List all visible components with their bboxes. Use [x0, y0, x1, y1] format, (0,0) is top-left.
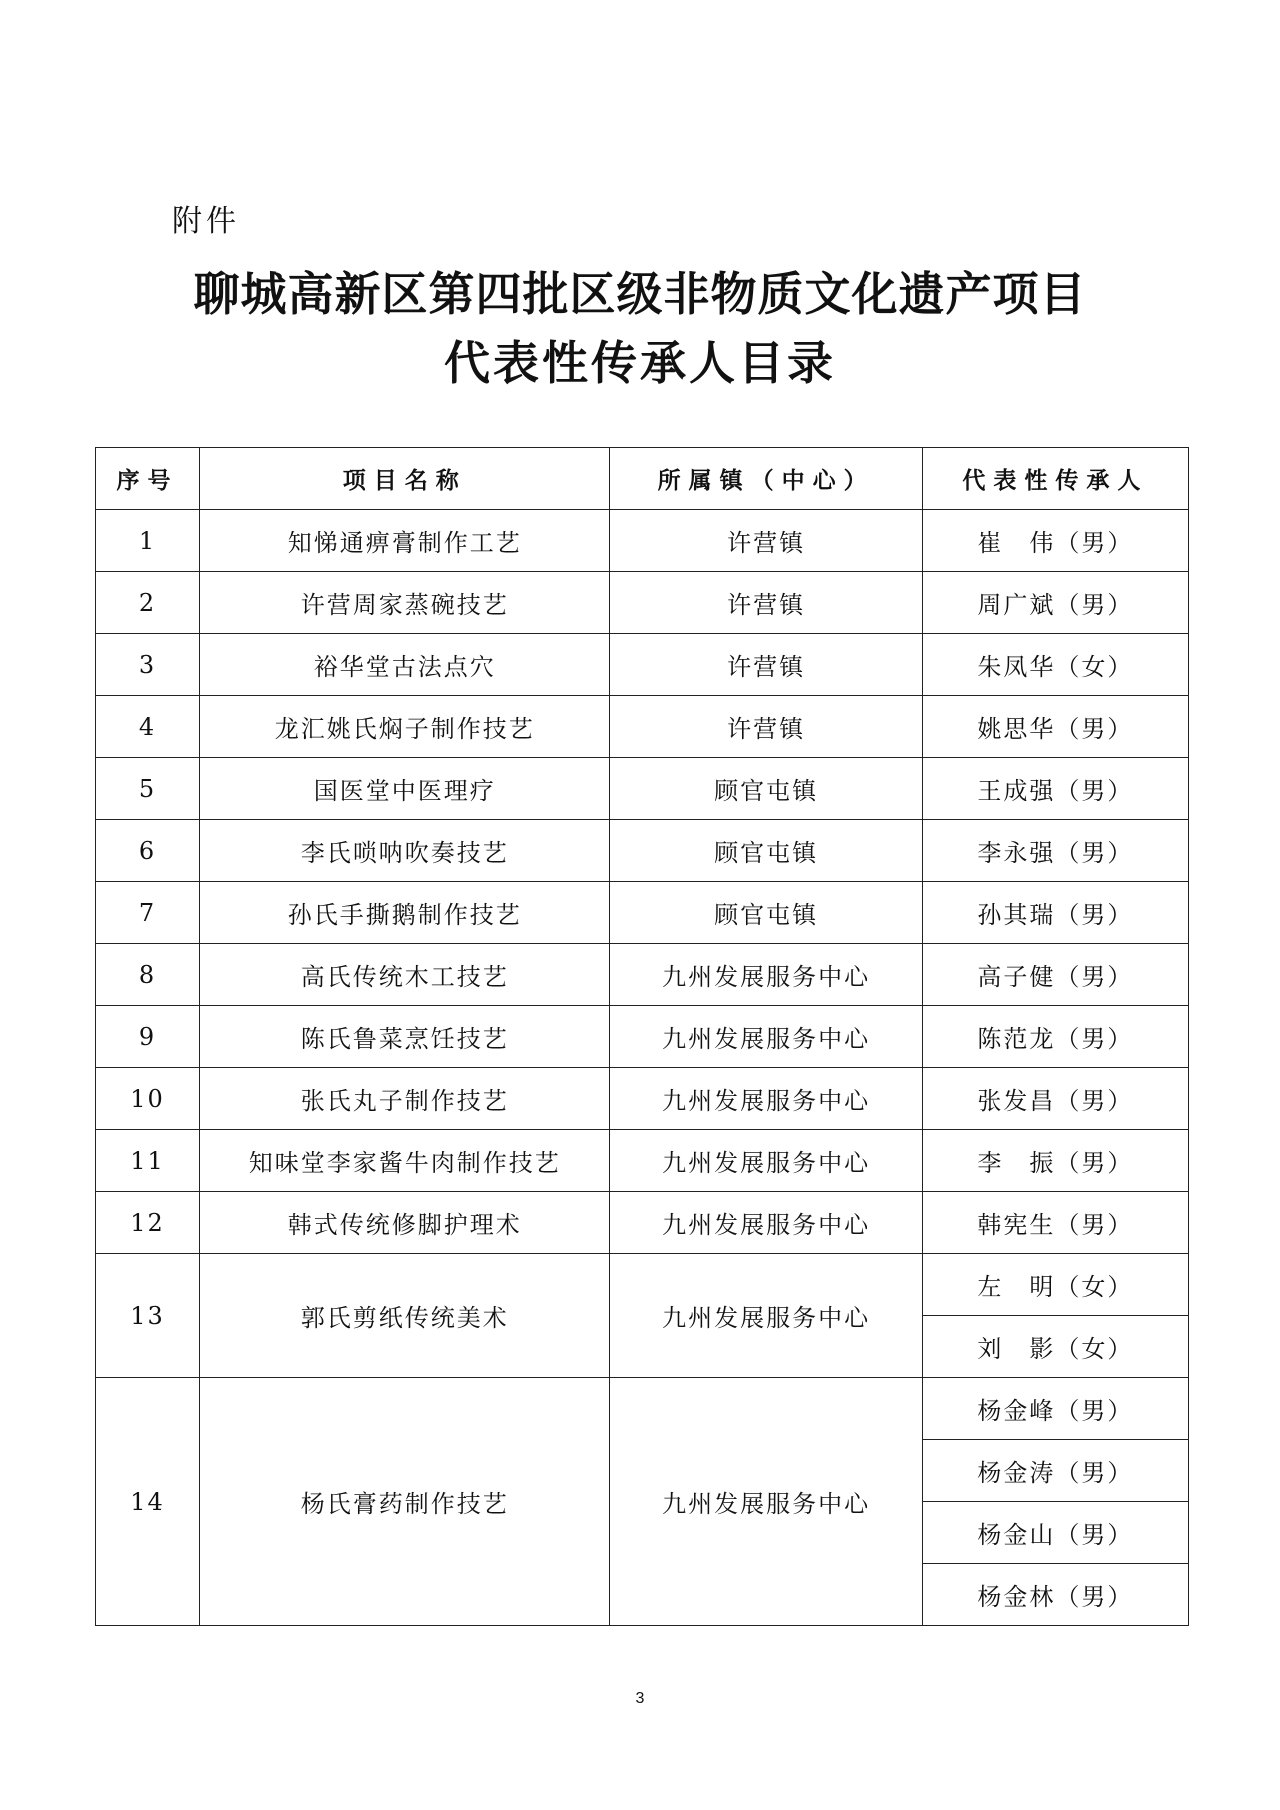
- row-project-name: 孙氏手撕鹅制作技艺: [200, 882, 610, 944]
- document-title-line-2: 代表性传承人目录: [444, 336, 836, 390]
- row-inheritor: 周广斌（男）: [922, 572, 1188, 634]
- row-project-name: 国医堂中医理疗: [200, 758, 610, 820]
- row-number: 12: [96, 1192, 200, 1254]
- row-town: 顾官屯镇: [610, 820, 922, 882]
- row-town: 许营镇: [610, 696, 922, 758]
- row-town: 许营镇: [610, 510, 922, 572]
- page-number: 3: [635, 1690, 645, 1707]
- row-project-name: 知悌通痹膏制作工艺: [200, 510, 610, 572]
- row-inheritor: 李永强（男）: [922, 820, 1188, 882]
- row-inheritor: 高子健（男）: [922, 944, 1188, 1006]
- row-town: 九州发展服务中心: [610, 1068, 922, 1130]
- row-project-name: 李氏唢呐吹奏技艺: [200, 820, 610, 882]
- row-town: 许营镇: [610, 634, 922, 696]
- row-town: 九州发展服务中心: [610, 944, 922, 1006]
- row-inheritor: 姚思华（男）: [922, 696, 1188, 758]
- row-inheritor: 韩宪生（男）: [922, 1192, 1188, 1254]
- row-number: 11: [96, 1130, 200, 1192]
- table-row: [96, 758, 1189, 820]
- row-number: 2: [96, 572, 200, 634]
- row-inheritor: 杨金山（男）: [922, 1502, 1188, 1564]
- row-project-name: 郭氏剪纸传统美术: [200, 1254, 610, 1378]
- table-row: [96, 1006, 1189, 1068]
- row-number: 13: [96, 1254, 200, 1378]
- row-number: 6: [96, 820, 200, 882]
- row-town: 九州发展服务中心: [610, 1006, 922, 1068]
- row-inheritor: 杨金林（男）: [922, 1564, 1188, 1626]
- row-project-name: 知味堂李家酱牛肉制作技艺: [200, 1130, 610, 1192]
- table-row: [96, 572, 1189, 634]
- row-town: 九州发展服务中心: [610, 1378, 922, 1626]
- table-row: [96, 1254, 1189, 1316]
- attachment-label: 附件: [172, 204, 240, 239]
- row-town: 顾官屯镇: [610, 758, 922, 820]
- row-project-name: 高氏传统木工技艺: [200, 944, 610, 1006]
- row-number: 4: [96, 696, 200, 758]
- header-project-name: 项目名称: [200, 448, 610, 510]
- row-town: 顾官屯镇: [610, 882, 922, 944]
- row-inheritor: 朱凤华（女）: [922, 634, 1188, 696]
- row-inheritor: 刘 影（女）: [922, 1316, 1188, 1378]
- row-town: 九州发展服务中心: [610, 1130, 922, 1192]
- row-inheritor: 杨金涛（男）: [922, 1440, 1188, 1502]
- header-town: 所属镇（中心）: [610, 448, 922, 510]
- row-project-name: 陈氏鲁菜烹饪技艺: [200, 1006, 610, 1068]
- row-number: 9: [96, 1006, 200, 1068]
- table-row: [96, 1192, 1189, 1254]
- row-number: 14: [96, 1378, 200, 1626]
- row-inheritor: 李 振（男）: [922, 1130, 1188, 1192]
- row-number: 8: [96, 944, 200, 1006]
- row-project-name: 龙汇姚氏焖子制作技艺: [200, 696, 610, 758]
- table-row: [96, 510, 1189, 572]
- row-number: 10: [96, 1068, 200, 1130]
- header-inheritor: 代表性传承人: [922, 448, 1188, 510]
- table-row: [96, 1378, 1189, 1440]
- row-number: 5: [96, 758, 200, 820]
- row-inheritor: 崔 伟（男）: [922, 510, 1188, 572]
- document-title-line-1: 聊城高新区第四批区级非物质文化遗产项目: [193, 267, 1087, 321]
- row-project-name: 裕华堂古法点穴: [200, 634, 610, 696]
- table-row: [96, 820, 1189, 882]
- inheritor-table: [95, 447, 1189, 1626]
- table-row: [96, 1068, 1189, 1130]
- row-number: 3: [96, 634, 200, 696]
- table-row: [96, 696, 1189, 758]
- row-inheritor: 陈范龙（男）: [922, 1006, 1188, 1068]
- row-town: 九州发展服务中心: [610, 1254, 922, 1378]
- table-row: [96, 882, 1189, 944]
- row-project-name: 张氏丸子制作技艺: [200, 1068, 610, 1130]
- row-inheritor: 左 明（女）: [922, 1254, 1188, 1316]
- row-project-name: 韩式传统修脚护理术: [200, 1192, 610, 1254]
- row-inheritor: 孙其瑞（男）: [922, 882, 1188, 944]
- row-inheritor: 王成强（男）: [922, 758, 1188, 820]
- row-town: 九州发展服务中心: [610, 1192, 922, 1254]
- table-row: [96, 1130, 1189, 1192]
- table-row: [96, 634, 1189, 696]
- table-header-row: [96, 448, 1189, 510]
- row-inheritor: 张发昌（男）: [922, 1068, 1188, 1130]
- row-inheritor: 杨金峰（男）: [922, 1378, 1188, 1440]
- table-body: [96, 510, 1189, 1626]
- header-number: 序号: [96, 448, 200, 510]
- row-number: 7: [96, 882, 200, 944]
- row-project-name: 许营周家蒸碗技艺: [200, 572, 610, 634]
- row-number: 1: [96, 510, 200, 572]
- table-row: [96, 944, 1189, 1006]
- row-project-name: 杨氏膏药制作技艺: [200, 1378, 610, 1626]
- row-town: 许营镇: [610, 572, 922, 634]
